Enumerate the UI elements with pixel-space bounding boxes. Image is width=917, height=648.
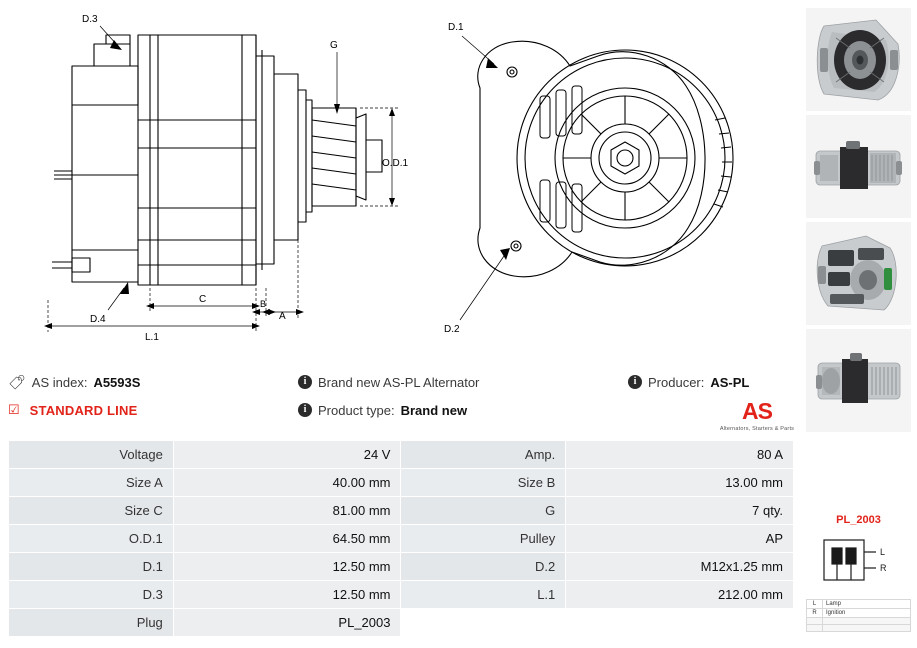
spec-value: 24 V bbox=[173, 441, 401, 469]
plug-legend-desc: Ignition bbox=[823, 609, 911, 618]
spec-key: Size B bbox=[401, 469, 566, 497]
label-c: C bbox=[199, 294, 207, 305]
as-index-label: AS index: bbox=[31, 374, 88, 390]
plug-legend-row-blank bbox=[807, 625, 911, 632]
spec-key: L.1 bbox=[401, 581, 566, 609]
tag-icon: 🏷 bbox=[8, 373, 26, 390]
spec-value: 80 A bbox=[566, 441, 794, 469]
checkbox-icon: ☑ bbox=[8, 402, 20, 417]
spec-key: O.D.1 bbox=[9, 525, 174, 553]
spec-value: 12.50 mm bbox=[173, 581, 401, 609]
alternator-photo-side[interactable] bbox=[806, 115, 911, 218]
spec-key: D.2 bbox=[401, 553, 566, 581]
info-icon: i bbox=[628, 375, 642, 389]
spec-key: Amp. bbox=[401, 441, 566, 469]
product-description-label: Brand new AS-PL Alternator bbox=[318, 374, 480, 390]
plug-pin-l: L bbox=[880, 547, 886, 557]
table-row bbox=[9, 469, 794, 497]
product-type bbox=[298, 403, 628, 418]
table-row bbox=[9, 525, 794, 553]
plug-legend-table bbox=[806, 599, 911, 632]
label-a: A bbox=[279, 311, 286, 322]
label-d1: D.1 bbox=[448, 22, 464, 33]
product-type-label: Product type: bbox=[318, 402, 395, 418]
product-photos bbox=[806, 8, 911, 436]
product-info bbox=[8, 368, 803, 430]
producer-label: Producer: bbox=[648, 374, 705, 390]
technical-drawings bbox=[0, 0, 800, 350]
alternator-photo-angle[interactable] bbox=[806, 329, 911, 432]
product-description bbox=[298, 375, 628, 390]
spec-value: 13.00 mm bbox=[566, 469, 794, 497]
standard-line-label: STANDARD LINE bbox=[29, 402, 138, 418]
spec-key: Size A bbox=[9, 469, 174, 497]
table-row bbox=[9, 581, 794, 609]
label-l1: L.1 bbox=[145, 332, 159, 343]
plug-legend-row bbox=[807, 600, 911, 609]
spec-value: 64.50 mm bbox=[173, 525, 401, 553]
spec-value: M12x1.25 mm bbox=[566, 553, 794, 581]
plug-pin-r: R bbox=[880, 563, 887, 573]
spec-key: D.1 bbox=[9, 553, 174, 581]
producer bbox=[628, 375, 803, 390]
plug-legend-row-blank bbox=[807, 618, 911, 625]
info-icon: i bbox=[298, 375, 312, 389]
alternator-photo-rear[interactable] bbox=[806, 222, 911, 325]
producer-value: AS-PL bbox=[710, 374, 750, 390]
info-row-1 bbox=[8, 368, 803, 396]
spec-empty bbox=[401, 609, 566, 637]
side-view-drawing bbox=[10, 0, 430, 350]
specifications-table bbox=[8, 440, 794, 637]
spec-value: 212.00 mm bbox=[566, 581, 794, 609]
label-od1: O.D.1 bbox=[382, 158, 409, 169]
spec-value: 40.00 mm bbox=[173, 469, 401, 497]
plug-code: PL_2003 bbox=[836, 514, 881, 526]
info-icon: i bbox=[298, 403, 312, 417]
table-row bbox=[9, 609, 794, 637]
spec-key: Voltage bbox=[9, 441, 174, 469]
table-row bbox=[9, 553, 794, 581]
table-row bbox=[9, 441, 794, 469]
plug-drawing bbox=[806, 530, 911, 592]
spec-value: 7 qty. bbox=[566, 497, 794, 525]
spec-value: 12.50 mm bbox=[173, 553, 401, 581]
logo-text: AS bbox=[742, 398, 772, 424]
standard-line-badge bbox=[8, 402, 298, 418]
spec-key: G bbox=[401, 497, 566, 525]
table-row bbox=[9, 497, 794, 525]
as-index bbox=[8, 374, 298, 391]
label-g: G bbox=[330, 40, 338, 51]
spec-key: Plug bbox=[9, 609, 174, 637]
product-type-value: Brand new bbox=[400, 402, 468, 418]
alternator-photo-front[interactable] bbox=[806, 8, 911, 111]
label-b: B bbox=[260, 299, 267, 309]
as-pl-logo bbox=[718, 398, 796, 434]
plug-legend-row bbox=[807, 609, 911, 618]
front-view-drawing bbox=[420, 0, 760, 350]
label-d3: D.3 bbox=[82, 14, 98, 25]
plug-legend-pin: L bbox=[807, 600, 823, 609]
plug-diagram bbox=[806, 514, 911, 632]
spec-key: D.3 bbox=[9, 581, 174, 609]
spec-key: Pulley bbox=[401, 525, 566, 553]
spec-value: 81.00 mm bbox=[173, 497, 401, 525]
plug-legend-pin: R bbox=[807, 609, 823, 618]
spec-value: PL_2003 bbox=[173, 609, 401, 637]
plug-legend-desc: Lamp bbox=[823, 600, 911, 609]
label-d2: D.2 bbox=[444, 324, 460, 335]
spec-value: AP bbox=[566, 525, 794, 553]
spec-empty bbox=[566, 609, 794, 637]
logo-tagline: Alternators, Starters & Parts bbox=[719, 426, 795, 432]
as-index-value: A5593S bbox=[93, 374, 141, 390]
spec-key: Size C bbox=[9, 497, 174, 525]
label-d4: D.4 bbox=[90, 314, 106, 325]
info-row-2 bbox=[8, 396, 803, 424]
